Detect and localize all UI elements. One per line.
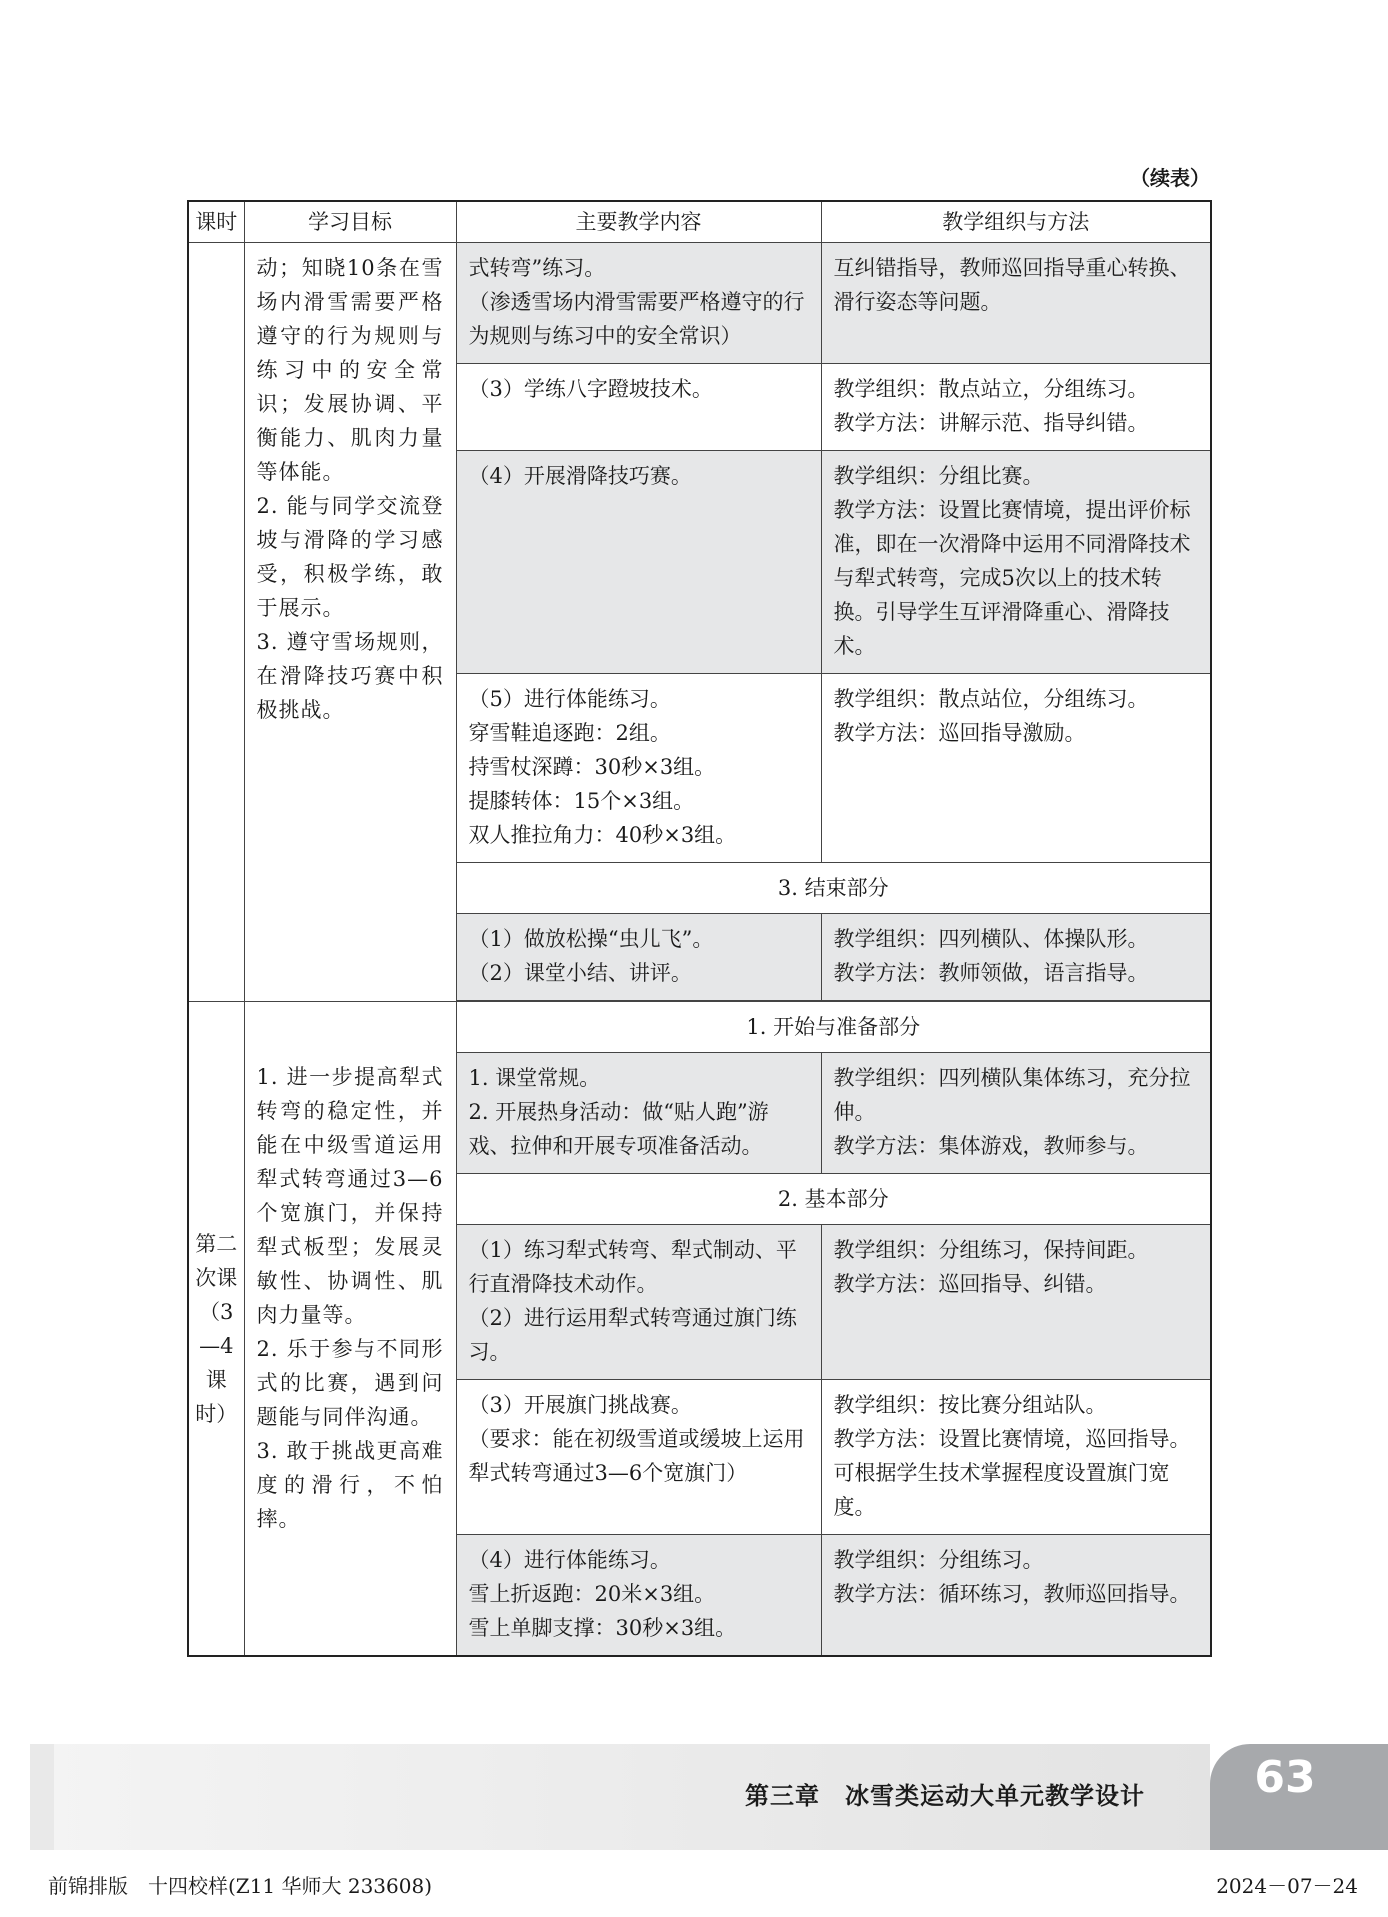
lesson2-row2-method: 教学组织：按比赛分组站队。 教学方法：设置比赛情境，巡回指导。可根据学生技术掌握程度设置旗门宽度。: [821, 1380, 1211, 1535]
lesson1-row3-method: 教学组织：分组比赛。 教学方法：设置比赛情境，提出评价标准，即在一次滑降中运用不同滑降技术与犁式转弯，完成5次以上的技术转换。引导学生互评滑降重心、滑降技术。: [821, 451, 1211, 674]
lesson2-row3-method: 教学组织：分组练习。 教学方法：循环练习，教师巡回指导。: [821, 1535, 1211, 1657]
basic-section-title: 2. 基本部分: [456, 1174, 1211, 1225]
lesson2-row3-content: （4）进行体能练习。 雪上折返跑：20米×3组。 雪上单脚支撑：30秒×3组。: [456, 1535, 821, 1657]
lesson1-row4-method: 教学组织：散点站位，分组练习。 教学方法：巡回指导激励。: [821, 674, 1211, 863]
lesson1-keshi-cell: [188, 243, 244, 1002]
lesson1-objective: 动；知晓10条在雪场内滑雪需要严格遵守的行为规则与练习中的安全常识；发展协调、平衡能力、肌肉力量等体能。 2. 能与同学交流登坡与滑降的学习感受，积极学练，敢于展示。 3. 遵守雪场规则，在滑降技巧赛中积极挑战。: [244, 243, 456, 1002]
lesson2-keshi: 第二次课（3—4课时）: [188, 1002, 244, 1657]
lesson2-objective: 1. 进一步提高犁式转弯的稳定性，并能在中级雪道运用犁式转弯通过3—6个宽旗门，并保持犁式板型；发展灵敏性、协调性、肌肉力量等。 2. 乐于参与不同形式的比赛，遇到问题能与同伴沟通。 3. 敢于挑战更高难度的滑行，不怕摔。: [244, 1002, 456, 1657]
lesson2-start-method: 教学组织：四列横队集体练习，充分拉伸。 教学方法：集体游戏，教师参与。: [821, 1053, 1211, 1174]
section-row: [188, 1002, 1211, 1053]
lesson-plan-table: [187, 200, 1212, 1657]
print-info: 前锦排版 十四校样(Z11 华师大 233608): [48, 1874, 433, 1898]
lesson2-row1-method: 教学组织：分组练习，保持间距。 教学方法：巡回指导、纠错。: [821, 1225, 1211, 1380]
lesson2-start-content: 1. 课堂常规。 2. 开展热身活动：做“贴人跑”游戏、拉伸和开展专项准备活动。: [456, 1053, 821, 1174]
table-row: [188, 243, 1211, 364]
end-section-title: 3. 结束部分: [456, 863, 1211, 914]
header-objective: 学习目标: [244, 201, 456, 243]
header-keshi: 课时: [188, 201, 244, 243]
lesson1-row2-content: （3）学练八字蹬坡技术。: [456, 364, 821, 451]
lesson1-end-method: 教学组织：四列横队、体操队形。 教学方法：教师领做，语言指导。: [821, 914, 1211, 1001]
page-number: 63: [1254, 1752, 1316, 1803]
lesson1-row1-content: 式转弯”练习。 （渗透雪场内滑雪需要严格遵守的行为规则与练习中的安全常识）: [456, 243, 821, 364]
lesson2-row2-content: （3）开展旗门挑战赛。 （要求：能在初级雪道或缓坡上运用犁式转弯通过3—6个宽旗门）: [456, 1380, 821, 1535]
header-row: [188, 201, 1211, 243]
continued-label: （续表）: [1130, 166, 1210, 190]
lesson1-row4-content: （5）进行体能练习。 穿雪鞋追逐跑：2组。 持雪杖深蹲：30秒×3组。 提膝转体：15个×3组。 双人推拉角力：40秒×3组。: [456, 674, 821, 863]
start-section-title: 1. 开始与准备部分: [456, 1002, 1211, 1053]
lesson1-row2-method: 教学组织：散点站立，分组练习。 教学方法：讲解示范、指导纠错。: [821, 364, 1211, 451]
lesson1-end-content: （1）做放松操“虫儿飞”。 （2）课堂小结、讲评。: [456, 914, 821, 1001]
lesson2-row1-content: （1）练习犁式转弯、犁式制动、平行直滑降技术动作。 （2）进行运用犁式转弯通过旗门练习。: [456, 1225, 821, 1380]
print-date: 2024－07－24: [1216, 1874, 1358, 1898]
lesson1-row3-content: （4）开展滑降技巧赛。: [456, 451, 821, 674]
header-content: 主要教学内容: [456, 201, 821, 243]
chapter-title: 第三章 冰雪类运动大单元教学设计: [745, 1782, 1145, 1810]
header-method: 教学组织与方法: [821, 201, 1211, 243]
lesson1-row1-method: 互纠错指导，教师巡回指导重心转换、滑行姿态等问题。: [821, 243, 1211, 364]
